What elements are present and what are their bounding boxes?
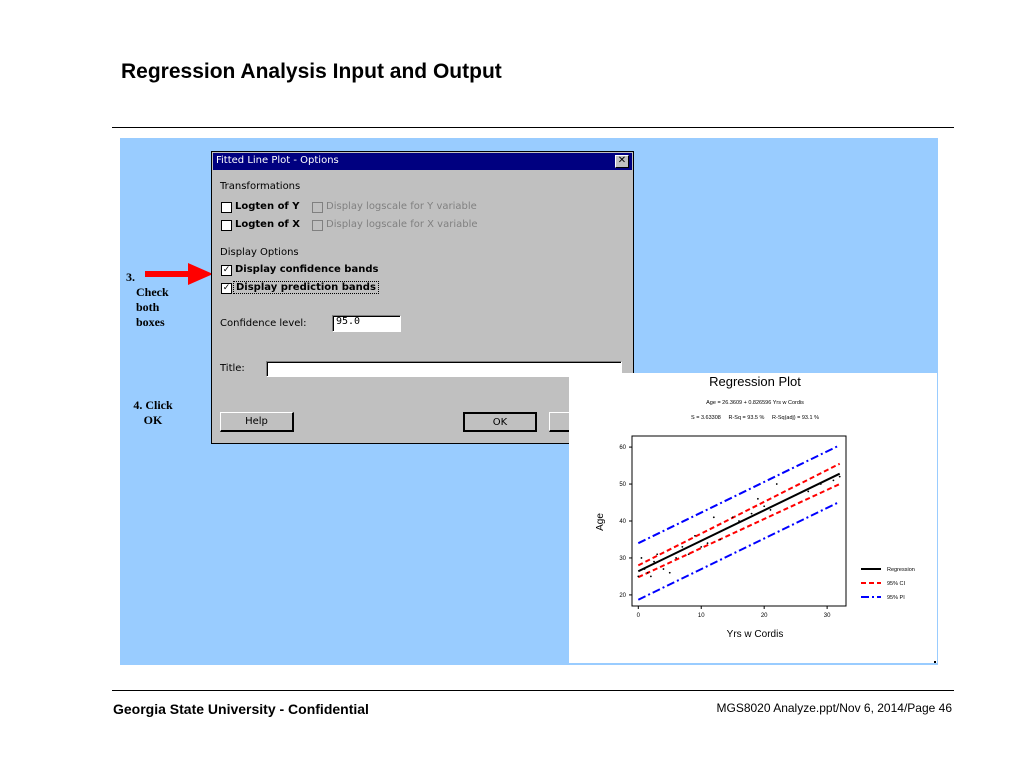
y-tick-label: 50 — [619, 482, 626, 489]
data-point — [663, 568, 665, 570]
step3-number: 3. — [126, 270, 135, 284]
ok-button[interactable]: OK — [463, 412, 537, 432]
logten-y-label: Logten of Y — [235, 201, 300, 212]
regression-plot-chart — [569, 373, 937, 663]
data-point — [726, 527, 728, 529]
step4-note — [132, 398, 174, 428]
red-arrow-icon — [145, 262, 215, 286]
data-point — [757, 498, 759, 500]
step3-line: Check — [136, 285, 169, 299]
y-tick-label: 30 — [619, 555, 626, 562]
prediction-bands-checkbox[interactable]: ✓ — [222, 283, 231, 293]
x-tick-label: 20 — [760, 613, 768, 619]
data-point — [713, 516, 715, 518]
data-point — [719, 539, 721, 541]
dialog-titlebar[interactable] — [213, 153, 632, 170]
data-point — [669, 572, 671, 574]
bottom-divider — [112, 690, 954, 691]
step3-line: both — [136, 300, 160, 314]
data-point — [751, 513, 753, 515]
chart-subtitle: Age = 26.3609 + 0.826596 Yrs w Cordis — [706, 400, 804, 406]
data-point — [770, 509, 772, 511]
dialog-title: Fitted Line Plot - Options — [216, 155, 339, 166]
top-divider — [112, 127, 954, 128]
data-point — [738, 520, 740, 522]
corner-dot — [934, 661, 936, 663]
data-point — [776, 483, 778, 485]
data-point — [700, 546, 702, 548]
data-point — [707, 542, 709, 544]
x-tick-label: 10 — [697, 613, 705, 619]
series-line — [638, 474, 839, 572]
x-axis-label: Yrs w Cordis — [726, 629, 784, 640]
confidence-bands-checkbox[interactable]: ✓ — [222, 265, 231, 275]
display-options-label: Display Options — [220, 247, 299, 258]
x-tick-label: 0 — [636, 613, 640, 619]
legend-label: 95% PI — [887, 595, 905, 601]
footer-right: MGS8020 Analyze.ppt/Nov 6, 2014/Page 46 — [716, 701, 952, 715]
data-point — [694, 535, 696, 537]
logten-y-checkbox[interactable] — [221, 202, 232, 213]
data-point — [653, 561, 655, 563]
step3-line: boxes — [136, 315, 165, 329]
y-axis-label: Age — [595, 513, 606, 531]
logten-x-label: Logten of X — [235, 219, 300, 230]
logten-x-checkbox[interactable] — [221, 220, 232, 231]
data-point — [681, 546, 683, 548]
close-button[interactable]: ✕ — [615, 155, 629, 168]
data-point — [637, 576, 639, 578]
chart-stats: S = 3.63308 R-Sq = 93.5 % R-Sq(adj) = 93.1 % — [691, 415, 819, 421]
series-line — [638, 484, 839, 577]
title-label: Title: — [220, 363, 245, 374]
data-point — [650, 576, 652, 578]
step4-line: OK — [143, 413, 163, 427]
step4-line: 4. Click — [133, 398, 173, 412]
data-point — [807, 491, 809, 493]
logscale-x-checkbox[interactable] — [312, 220, 323, 231]
data-point — [656, 553, 658, 555]
data-point — [644, 568, 646, 570]
slide-title: Regression Analysis Input and Output — [121, 60, 502, 83]
logscale-y-checkbox[interactable] — [312, 202, 323, 213]
y-tick-label: 20 — [619, 592, 626, 599]
data-point — [641, 557, 643, 559]
confidence-level-label: Confidence level: — [220, 318, 307, 329]
data-point — [675, 557, 677, 559]
help-button[interactable]: Help — [220, 412, 294, 432]
data-point — [820, 483, 822, 485]
confidence-bands-label: Display confidence bands — [235, 264, 379, 275]
footer-left: Georgia State University - Confidential — [113, 701, 369, 717]
logscale-y-label: Display logscale for Y variable — [326, 201, 477, 212]
y-tick-label: 60 — [619, 445, 626, 452]
legend-label: Regression — [887, 567, 915, 573]
data-point — [647, 572, 649, 574]
transformations-label: Transformations — [220, 181, 301, 192]
x-tick-label: 30 — [823, 613, 831, 619]
prediction-bands-label: Display prediction bands — [233, 281, 379, 294]
data-point — [795, 494, 797, 496]
legend-label: 95% CI — [887, 581, 906, 587]
chart-title: Regression Plot — [709, 374, 801, 389]
data-point — [839, 476, 841, 478]
data-point — [688, 553, 690, 555]
logscale-x-label: Display logscale for X variable — [326, 219, 478, 230]
data-point — [732, 516, 734, 518]
regression-plot-image — [569, 373, 937, 663]
confidence-level-input[interactable]: 95.0 — [332, 315, 401, 332]
data-point — [763, 505, 765, 507]
series-line — [638, 445, 839, 543]
data-point — [833, 479, 835, 481]
y-tick-label: 40 — [619, 519, 626, 525]
